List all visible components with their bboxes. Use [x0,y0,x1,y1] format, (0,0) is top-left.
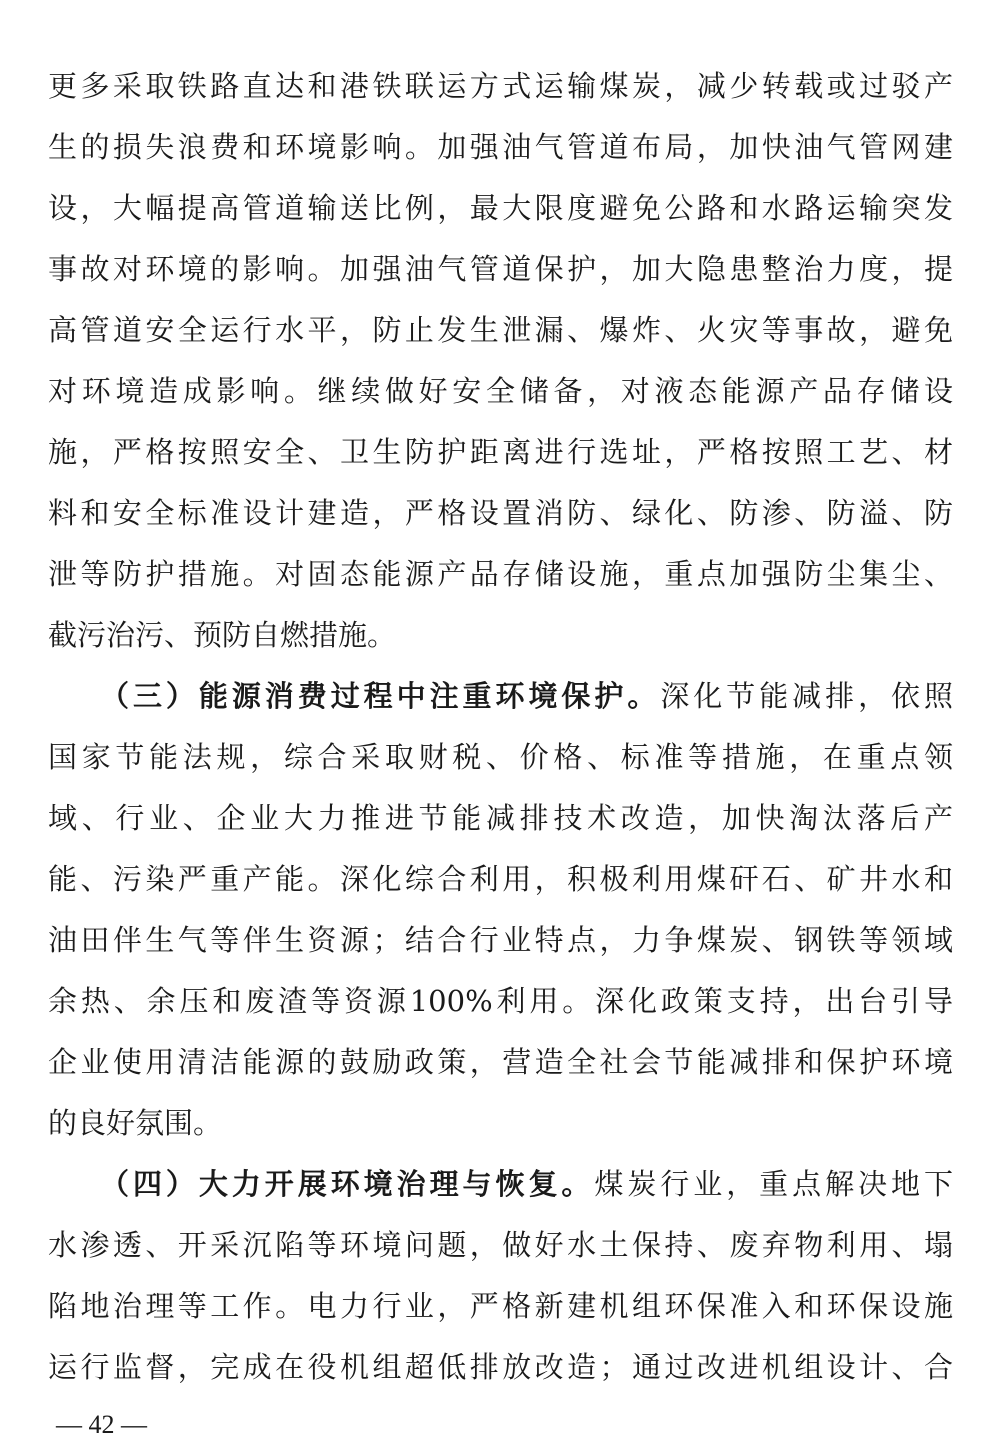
paragraph-1-line-5: 高管道安全运行水平，防止发生泄漏、爆炸、火灾等事故，避免 [48,313,953,347]
paragraph-2-line-4: 能、污染严重产能。深化综合利用，积极利用煤矸石、矿井水和 [48,862,953,896]
paragraph-1-line-4: 事故对环境的影响。加强油气管道保护，加大隐患整治力度，提 [48,252,953,286]
paragraph-1-line-8: 料和安全标准设计建造，严格设置消防、绿化、防渗、防溢、防 [48,496,953,530]
paragraph-2-line-7: 企业使用清洁能源的鼓励政策，营造全社会节能减排和保护环境 [48,1045,953,1079]
paragraph-3-first-line-text: 煤炭行业，重点解决地下 [594,1167,953,1201]
paragraph-3-line-4: 运行监督，完成在役机组超低排放改造；通过改进机组设计、合 [48,1350,953,1384]
paragraph-2-line-5: 油田伴生气等伴生资源；结合行业特点，力争煤炭、钢铁等领域 [48,923,953,957]
paragraph-1-line-3: 设，大幅提高管道输送比例，最大限度避免公路和水路运输突发 [48,191,953,225]
paragraph-1-line-10: 截污治污、预防自燃措施。 [48,618,397,652]
paragraph-1-line-1: 更多采取铁路直达和港铁联运方式运输煤炭，减少转载或过驳产 [48,69,953,103]
section-heading-4: （四）大力开展环境治理与恢复。 [100,1167,595,1201]
paragraph-2-line-6: 余热、余压和废渣等资源100%利用。深化政策支持，出台引导 [48,984,953,1018]
paragraph-2-line-3: 域、行业、企业大力推进节能减排技术改造，加快淘汰落后产 [48,801,953,835]
paragraph-2-line-8: 的良好氛围。 [48,1106,223,1140]
paragraph-1-line-7: 施，严格按照安全、卫生防护距离进行选址，严格按照工艺、材 [48,435,953,469]
paragraph-3-line-3: 陷地治理等工作。电力行业，严格新建机组环保准入和环保设施 [48,1289,953,1323]
page-number: — 42 — [56,1410,147,1439]
paragraph-1-line-6: 对环境造成影响。继续做好安全储备，对液态能源产品存储设 [48,374,953,408]
paragraph-2-first-line [100,676,953,716]
paragraph-1-line-9: 泄等防护措施。对固态能源产品存储设施，重点加强防尘集尘、 [48,557,953,591]
paragraph-1-line-2: 生的损失浪费和环境影响。加强油气管道布局，加快油气管网建 [48,130,953,164]
paragraph-2-line-2: 国家节能法规，综合采取财税、价格、标准等措施，在重点领 [48,740,953,774]
paragraph-2-first-line-text: 深化节能减排，依照 [660,679,953,713]
paragraph-3-line-2: 水渗透、开采沉陷等环境问题，做好水土保持、废弃物利用、塌 [48,1228,953,1262]
section-heading-3: （三）能源消费过程中注重环境保护。 [100,679,661,713]
paragraph-3-first-line [100,1164,953,1204]
